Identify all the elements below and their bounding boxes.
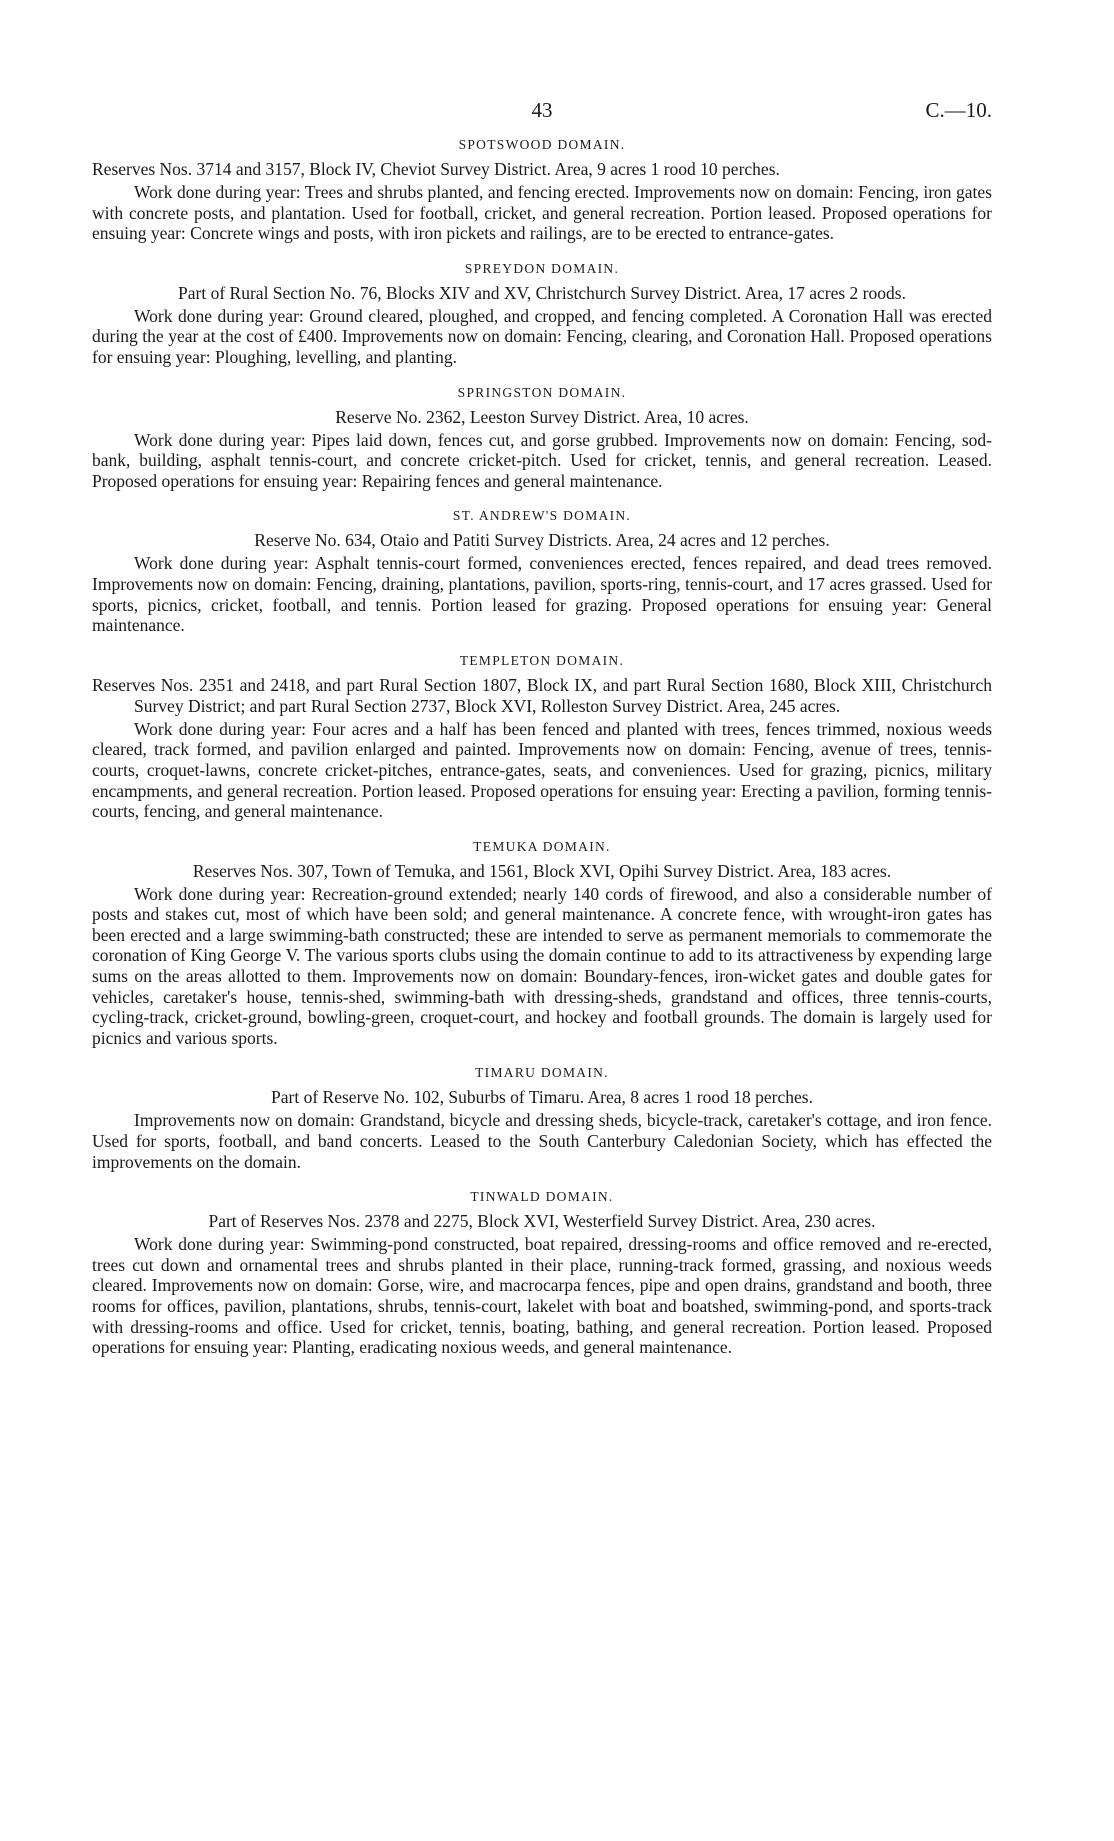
reserve-description: Reserves Nos. 307, Town of Temuka, and 1561, Block XVI, Opihi Survey District. Area, 183 acres. xyxy=(192,860,892,881)
section-st-andrews-domain xyxy=(92,507,992,635)
section-templeton-domain xyxy=(92,652,992,822)
section-body: Work done during year: Pipes laid down, fences cut, and gorse grubbed. Improvements now on domain: Fencing, sod-bank, building, asphalt tennis-court, and concrete cricket-pitch. Used for cricket, tennis, and general recreation. Leased. Proposed operations for ensuing year: Repairing fences and general maintenance. xyxy=(92,429,992,491)
section-body: Work done during year: Trees and shrubs planted, and fencing erected. Improvements now on domain: Fencing, iron gates with concrete posts, and plantation. Used for football, cricket, and general recreation. Portion leased. Proposed operations for ensuing year: Concrete wings and posts, with iron pickets and railings, are to be erected to entrance-gates. xyxy=(92,182,992,244)
reserve-description: Part of Rural Section No. 76, Blocks XIV and XV, Christchurch Survey District. Area, 17 acres 2 roods. xyxy=(178,282,906,303)
document-page xyxy=(92,98,992,1358)
reserve-description: Reserve No. 634, Otaio and Patiti Survey Districts. Area, 24 acres and 12 perches. xyxy=(254,530,830,551)
section-timaru-domain xyxy=(92,1064,992,1172)
section-title: SPOTSWOOD DOMAIN. xyxy=(458,137,626,152)
section-title: TEMPLETON DOMAIN. xyxy=(459,652,625,668)
section-title: TINWALD DOMAIN. xyxy=(470,1189,614,1205)
section-title: SPRINGSTON DOMAIN. xyxy=(457,384,627,400)
section-body: Work done during year: Ground cleared, ploughed, and cropped, and fencing completed. A Coronation Hall was erected during the year at the cost of £400. Improvements now on domain: Fencing, clearing, and Coronation Hall. Proposed operations for ensuing year: Ploughing, levelling, and planting. xyxy=(92,305,992,367)
reserve-description: Reserves Nos. 3714 and 3157, Block IV, Cheviot Survey District. Area, 9 acres 1 rood 10 perches. xyxy=(92,159,780,179)
section-tinwald-domain xyxy=(92,1188,992,1358)
section-springston-domain xyxy=(92,384,992,492)
series-reference: C.—10. xyxy=(925,98,992,122)
section-title: TEMUKA DOMAIN. xyxy=(473,838,611,854)
section-title: SPREYDON DOMAIN. xyxy=(464,260,620,276)
section-spotswood-domain xyxy=(92,136,992,244)
section-body: Work done during year: Swimming-pond constructed, boat repaired, dressing-rooms and office removed and re-erected, trees cut down and ornamental trees and shrubs planted in their place, running-track formed, grassing, and noxious weeds cleared. Improvements now on domain: Gorse, wire, and macrocarpa fences, pipe and open drains, grandstand and booth, three rooms for offices, pavilion, plantations, shrubs, tennis-court, lakelet with boat and boatshed, swimming-pond, and sports-track with dressing-rooms and office. Used for cricket, tennis, boating, bathing, and general recreation. Portion leased. Proposed operations for ensuing year: Planting, eradicating noxious weeds, and general maintenance. xyxy=(92,1234,992,1358)
page-number: 43 xyxy=(531,98,553,122)
page-header xyxy=(92,98,992,136)
reserve-description: Reserve No. 2362, Leeston Survey District. Area, 10 acres. xyxy=(335,406,749,427)
section-body: Improvements now on domain: Grandstand, bicycle and dressing sheds, bicycle-track, caretaker's cottage, and iron fence. Used for sports, football, and band concerts. Leased to the South Canterbury Caledonian Society, which has effected the improvements on the domain. xyxy=(92,1110,992,1172)
section-title: ST. ANDREW'S DOMAIN. xyxy=(452,508,632,524)
reserve-description: Part of Reserves Nos. 2378 and 2275, Block XVI, Westerfield Survey District. Area, 230 acres. xyxy=(208,1211,876,1232)
section-body: Work done during year: Recreation-ground extended; nearly 140 cords of firewood, and also a considerable number of posts and stakes cut, most of which have been sold; and general maintenance. A concrete fence, with wrought-iron gates has been erected and a large swimming-bath constructed; these are intended to serve as permanent memorials to commemorate the coronation of King George V. The various sports clubs using the domain continue to add to its attractiveness by expending large sums on the areas allotted to them. Improvements now on domain: Boundary-fences, iron-wicket gates and double gates for vehicles, caretaker's house, tennis-shed, swimming-bath with dressing-sheds, grandstand and offices, three tennis-courts, cycling-track, cricket-ground, bowling-green, croquet-court, and hockey and football grounds. The domain is largely used for picnics and various sports. xyxy=(92,883,992,1048)
section-title: TIMARU DOMAIN. xyxy=(475,1065,609,1081)
reserve-description: Reserves Nos. 2351 and 2418, and part Rural Section 1807, Block IX, and part Rural Section 1680, Block XIII, Christchurch Survey District; and part Rural Section 2737, Block XVI, Rolleston Survey District. Area, 245 acres. xyxy=(92,674,992,716)
section-body: Work done during year: Asphalt tennis-court formed, conveniences erected, fences repaired, and dead trees removed. Improvements now on domain: Fencing, draining, plantations, pavilion, sports-ring, tennis-court, and 17 acres grassed. Used for sports, picnics, cricket, football, and tennis. Portion leased for grazing. Proposed operations for ensuing year: General maintenance. xyxy=(92,553,992,636)
section-temuka-domain xyxy=(92,838,992,1049)
section-body: Work done during year: Four acres and a half has been fenced and planted with trees, fences trimmed, noxious weeds cleared, track formed, and pavilion enlarged and painted. Improvements now on domain: Fencing, avenue of trees, tennis-courts, croquet-lawns, concrete cricket-pitches, entrance-gates, seats, and conveniences. Used for grazing, picnics, military encampments, and general recreation. Portion leased. Proposed operations for ensuing year: Erecting a pavilion, forming tennis-courts, fencing, and general maintenance. xyxy=(92,718,992,822)
reserve-description: Part of Reserve No. 102, Suburbs of Timaru. Area, 8 acres 1 rood 18 perches. xyxy=(271,1087,813,1108)
section-spreydon-domain xyxy=(92,260,992,368)
